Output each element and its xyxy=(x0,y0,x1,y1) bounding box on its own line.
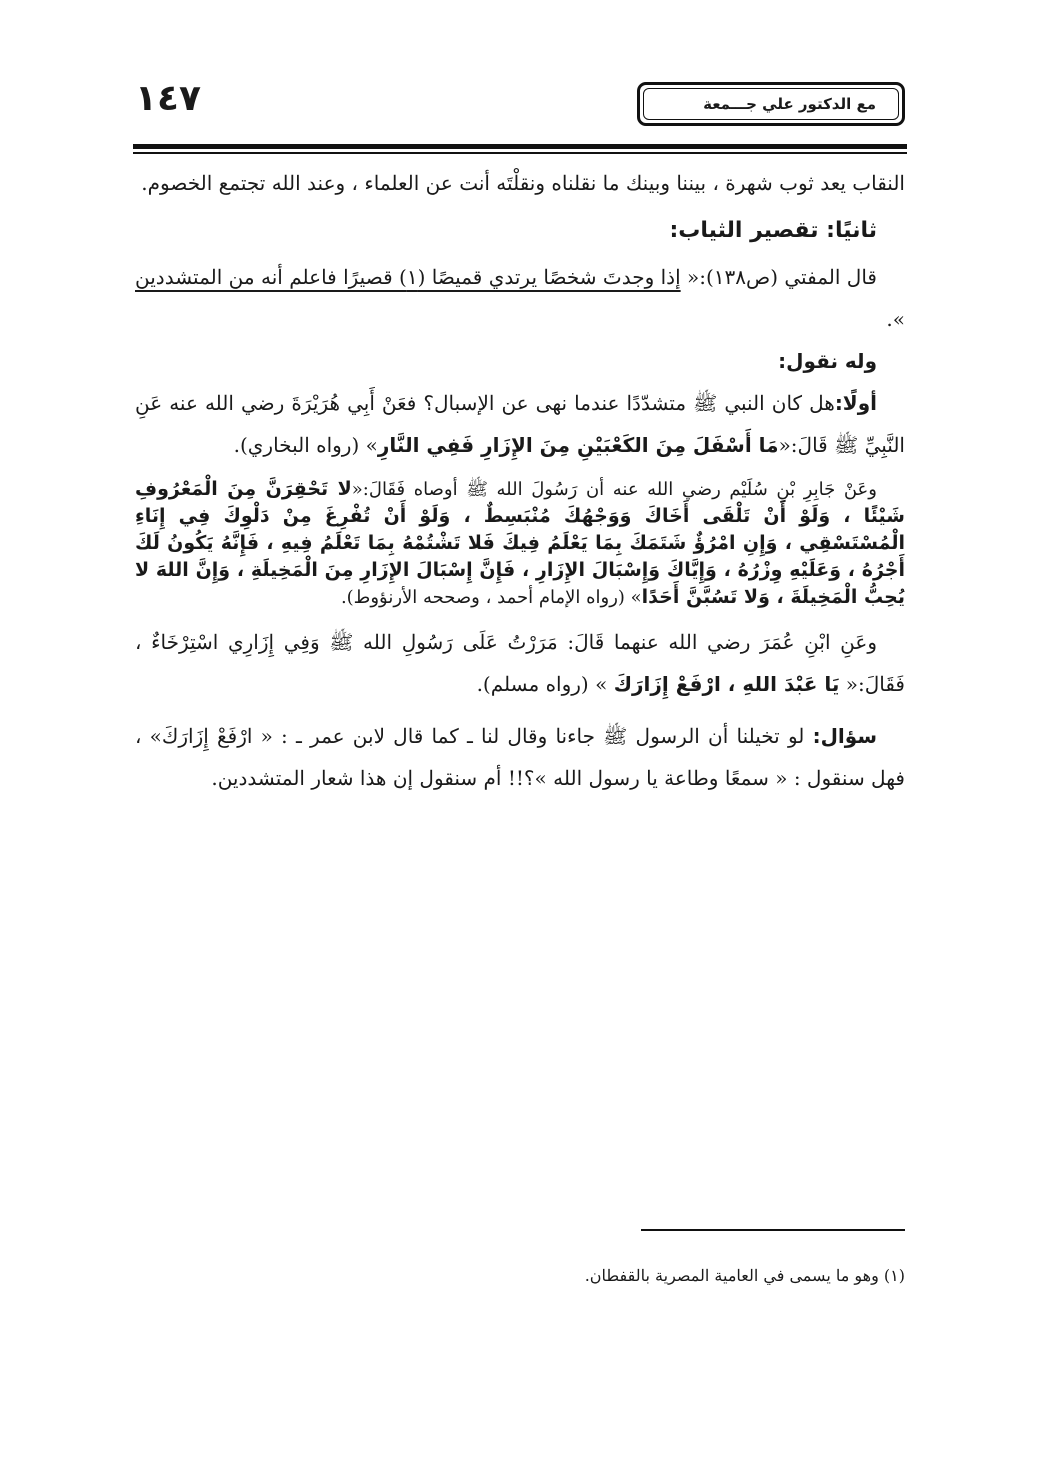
mufti-quote: إذا وجدتَ شخصًا يرتدي قميصًا (١) قصيرًا فاعلم أنه من المتشددين xyxy=(135,265,681,289)
header-rule-thick xyxy=(133,144,907,149)
paragraph-mufti-quote xyxy=(135,256,905,340)
question-label: سؤال: xyxy=(812,724,877,748)
first-point-text: هل كان النبي ﷺ متشدّدًا عندما نهى عن الإسبال؟ فعَنْ أَبِي هُرَيْرَةَ رضي الله عنه عَنِ النَّبِيِّ ﷺ قَالَ:« xyxy=(135,391,905,457)
footnote-rule xyxy=(641,1229,905,1231)
running-head-frame xyxy=(637,82,905,126)
main-text xyxy=(135,162,905,799)
hadith-bukhari: مَا أَسْفَلَ مِنَ الكَعْبَيْنِ مِنَ الإِزَارِ فَفِي النَّارِ xyxy=(377,433,779,457)
first-point-end: » (رواه البخاري). xyxy=(233,433,378,457)
hadith-muslim: يَا عَبْدَ اللهِ ، ارْفَعْ إِزَارَكَ xyxy=(613,672,840,696)
running-head-title: مع الدكتور علي جـــمعة xyxy=(643,88,899,120)
jabir-intro: وعَنْ جَابِرِ بْنِ سُلَيْم رضي الله عنه أن رَسُولَ الله ﷺ أوصاه فَقَالَ:« xyxy=(351,479,877,500)
mufti-end: ». xyxy=(886,307,905,331)
page-number: ١٤٧ xyxy=(135,78,201,119)
header-rule-thin xyxy=(133,152,907,154)
paragraph-niqab: النقاب يعد ثوب شهرة ، بيننا وبينك ما نقلناه ونقلْتَه أنت عن العلماء ، وعند الله تجتمع الخصوم. xyxy=(141,171,905,195)
paragraph-first-point xyxy=(135,382,905,466)
section-heading: ثانيًا: تقصير الثياب: xyxy=(669,218,877,243)
first-point-label: أولًا: xyxy=(834,391,877,415)
mufti-intro: قال المفتي (ص١٣٨):« xyxy=(680,265,877,289)
paragraph-jabir-hadith xyxy=(135,476,905,611)
paragraph-ibn-umar-hadith xyxy=(135,621,905,705)
ibn-umar-end: » (رواه مسلم). xyxy=(476,672,614,696)
jabir-end: » (رواه الإمام أحمد ، وصححه الأرنؤوط). xyxy=(340,587,642,608)
ibn-umar-intro: وعَنِ ابْنِ عُمَرَ رضي الله عنهما قَالَ: مَرَرْتُ عَلَى رَسُولِ الله ﷺ وَفِي إِزَارِي اسْتِرْخَاءٌ ، فَقَالَ:« xyxy=(135,630,905,696)
paragraph-reply-intro: وله نقول: xyxy=(778,349,877,373)
paragraph-question xyxy=(135,715,905,799)
footnote: (١) وهو ما يسمى في العامية المصرية بالقفطان. xyxy=(584,1266,905,1285)
question-text: لو تخيلنا أن الرسول ﷺ جاءنا وقال لنا ـ كما قال لابن عمر ـ : « ارْفَعْ إِزَارَكَ» ، فهل سنقول : « سمعًا وطاعة يا رسول الله »؟!! أم سنقول إن هذا شعار المتشددين. xyxy=(135,724,905,790)
hadith-ahmad: لا تَحْقِرَنَّ مِنَ الْمَعْرُوفِ شَيْئًا ، وَلَوْ أَنْ تَلْقَى أَخَاكَ وَوَجْهُكَ مُنْبَسِطٌ ، وَلَوْ أَنْ تُفْرِغَ مِنْ دَلْوِكَ فِي إِنَاءِ الْمُسْتَسْقِي ، وَإِنِ امْرُؤٌ شَتَمَكَ بِمَا يَعْلَمُ فِيكَ فَلا تَشْتُمْهُ بِمَا تَعْلَمُ فِيهِ ، فَإِنَّهُ يَكُونُ لَكَ أَجْرُهُ ، وَعَلَيْهِ وِزْرُهُ ، وَإِيَّاكَ وَإِسْبَالَ الإِزَارِ ، فَإِنَّ إِسْبَالَ الإِزَارِ مِنَ الْمَخِيلَةِ ، وَإِنَّ اللهَ لا يُحِبُّ الْمَخِيلَةَ ، وَلا تَسُبَّنَّ أَحَدًا xyxy=(135,478,905,608)
